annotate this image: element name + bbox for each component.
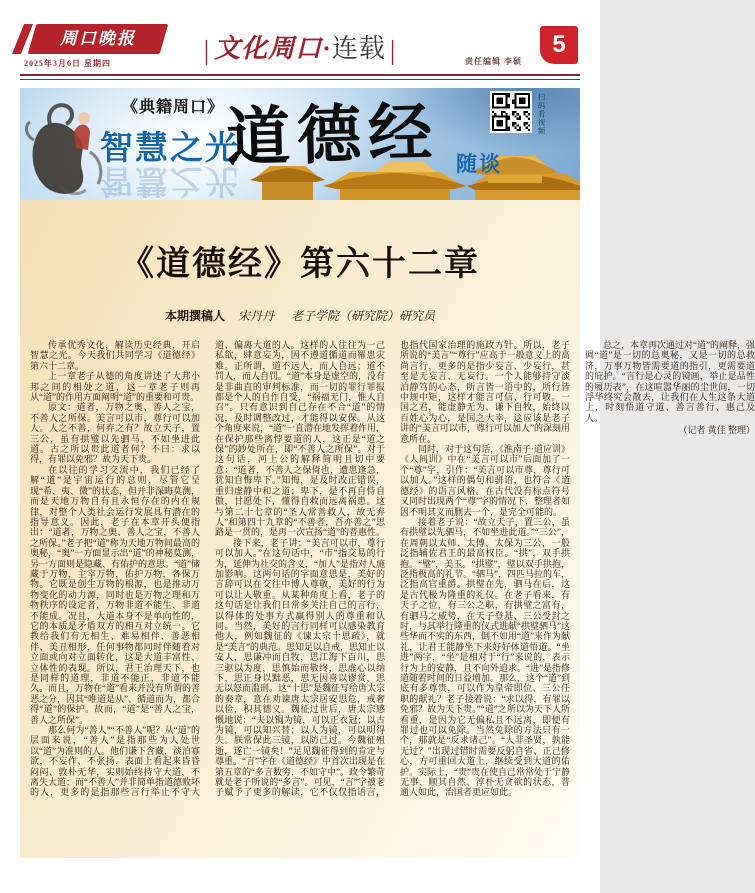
banner-main-title: 道德经	[225, 97, 441, 174]
logo-text: 周口晚报	[60, 29, 136, 48]
page-number-badge: 5	[540, 26, 578, 64]
article-paragraph: 那么何为“善人”“不善人”呢？从“道”的层面来说，“善人”是指那些为人处世以“道”为准则的人。他们谦下含藏，淡泊寡欲，不妄作、不张扬，表面上看起来昏昏闷闷、敦朴无华，实则始终持守大道，不离失大道；而“不善人”并非简单指道德败坏的人，更多的是指那些言行举止不守大道、偏离大道的人。这样的人往往为一己私欲，肆意妄为，因不遵道循道而罹患灾难。正所谓，道不远人，而人自远；道不罚人，而人自罚。“道”本身是虚空的，没有是非曲直的审判标准，而一切的罪行罪报都是个人的自作自受，“祸福无门，惟人自召”。只有意识到自己存在不合“道”的情况，及时调整改过，才能得以安保。从这个角度来说，“道”一直潜在地发挥着作用，在保护那些离悖要道的人，这正是“道之保”的妙处所在，即“不善人之所保”。对于这句话，河上公的解释简明且切中要意：“道者，不善人之保倚也，遭患逢急，犹知自悔卑下。”知悔，是及时改正错误，重归虚静中和之道；卑下，是不再自恃自傲，甘愿处下，懂得自救而远离祸患。这与第二十七章的“圣人常善救人，故无弃人”和第四十九章的“不善者，吾亦善之”思路是一贯的，是再一次宣扬“道”的普惠性。	[30, 340, 385, 798]
article-credit: （记者 黄佳 整理）	[678, 425, 755, 436]
article-paragraph: 传承优秀文化，解读历史经典，开启智慧之光。今天我们共同学习《道德经》第六十二章。	[30, 340, 200, 371]
article-byline	[20, 307, 580, 324]
column-banner	[20, 88, 580, 200]
article-paragraph: 上一章老子从德的角度讲述了大邦小邦之间的相处之道，这一章老子则再从“道”的作用方面阐明“道”的重要和可贵。	[30, 371, 200, 403]
masthead-right-bar: |	[389, 35, 397, 65]
header-double-rule	[20, 74, 580, 80]
section-title-dot: ·	[322, 34, 332, 63]
article-paragraph: 接着老子说：“故立天子，置三公，虽有拱璧以先驷马，不如坐进此道。”“三公”，在周朝以太师、太傅、太保为三公，一般泛指辅佐君王的最高权臣。“拱”，双手拱抱。“璧”，美玉。“拱璧”，璧以双手拱抱，泛指极高的礼节。“驷马”，四匹马拉的车，泛指高官重爵。拱璧在先，驷马在后，这是古代极为隆重的礼仪。在老子看来，有天子之位，有三公之职，有拱璧之富有，有驷马之威势，在天子登基、三公受封之时，与其举行隆重的仪式进献“拱璧驷马”这些华而不实的东西，倒不如用“道”来作为献礼，让君王能静坐下来好好体道悟道。“坐进”两字，“坐”是相对于“行”来说的，表示行为上的安静，且不向外追求。“进”是指修道随着时间的日益增加。那么，这个“道”到底有多尊贵，可以作为皇帝即位、三公任职的献礼？老子接着说：“求以得，有罪以免邪？故为天下贵。”“道”之所以为天下人所看重，是因为它无偏私且不远离，即便有罪过也可以免除。当然免除的方法只有一个，那就是“反求诸己”。“人非圣贤，孰能无过？”出现过错时需要反躬自省、正己修心，方可重回大道上，继续受到大道的佑护。实际上，“贵”贵在使自己常常处于宁静无事、顺其自然、淳朴无贪欲的状态，普通人如此，治国者更应如此。	[400, 516, 570, 798]
article-paragraph: 同时，对于这句话，《淮南子·道应训》《人间训》中在“美言可以市”后面加了一个“尊”字，引作：“美言可以市尊，尊行可以加人。”这样的偶句和骈语，也符合《道德经》的语言风格。在古代没有标点符号又同时出现两个“尊”字的情况下，整理者如因不明其义而删去一个，是完全可能的。	[400, 444, 570, 517]
banner-subtitle: 智慧之光	[100, 129, 240, 166]
article-body	[30, 340, 755, 802]
subtitle-reflection-decoration: 智慧之光	[100, 163, 240, 200]
section-title-red: 文化周口	[214, 34, 323, 63]
article-paragraph: 原文：道者，万物之奥、善人之宝，不善人之所保。美言可以市，尊行可以加人。人之不善，何弃之有？故立天子，置三公，虽有拱璧以先驷马，不如坐进此道。古之所以贵此道者何？不曰：求以得，有罪以免邪？故为天下贵。	[30, 402, 200, 465]
qr-caption: 扫码看视频	[537, 93, 546, 136]
byline-label: 本期撰稿人	[164, 309, 225, 323]
section-title-black: 连载	[331, 33, 386, 63]
article-paragraph: 总之，本章再次通过对“道”的阐释，强调“道”是一切的总奥秘，又是一切的总救济，万事万物皆需要道的指引，更需要道的庇护。“言行是心灵的镜画，举止是品性的履历表”，在这喧嚣华丽的尘世间，一切浮华终究会散去，让我们在人生这条大道上，时刻悟道守道、善言善行、惠己及人。	[585, 340, 755, 423]
article-paragraph: 接下来，老子讲：“美言可以市，尊行可以加人。”在这句话中，“市”指交易的行为，延伸为社交的含义，“加人”是指对人施加影响。这两句话的字面意思是，美好的言辞可以在交往中博人尊敬，美好的行为可以让人敬重。从某种角度上看，老子的这句话是让我们日常多关注自己的言行，以得体的处事方式赢得别人的尊重和认同。当然，美好的言行同样可以感染教育他人，例如魏征的《谏太宗十思疏》，就是“美言”的典范。思知足以自戒，思知止以安人，思谦冲而自牧，思江海下百川，思三驱以为度，思慎始而敬终，思虚心以纳下，思正身以黜恶，思无因喜以谬赏，思无以怒而滥刑。这“十思”是魏征写给唐太宗的奏章，意在劝谏唐太宗居安思危，戒奢以俭，积其德义。魏征过世后，唐太宗感慨地说：“夫以铜为镜，可以正衣冠；以古为镜，可以知兴替；以人为镜，可以明得失。朕常保此三镜，以防己过。今魏征殂逝，遂亡一镜矣！”足见魏征得到的肯定与尊重。“言”字在《道德经》中首次出现是在第五章的“多言数穷，不如守中”。政令繁苛就是老子所说的“多言”。可见，“言”字被老子赋予了更多的解读，它不仅仅指语言，也指代国家治理的施政方针。所以，老子所说的“美言”“尊行”应高于一般意义上的高尚言行，更多的是指少妄言、少妄行，甚至是无妄言、无妄行。一个人能够持守淡泊静笃的心态，所言皆一语中的，所行皆中规中矩，这样才能言可信、行可敬。一国之君，能虚静无为、谦下自牧，始终以百姓心为心，是国之大幸，这应该是老子讲的“美言可以市，尊行可以加人”的深刻用意所在。	[215, 340, 570, 798]
masthead-left-bar: |	[203, 35, 211, 65]
issue-date: 2025年3月6日 星期四	[24, 59, 111, 68]
qr-code	[490, 91, 532, 133]
banner-suffix: 随谈	[456, 153, 502, 176]
byline-author: 宋丹丹	[237, 309, 274, 323]
byline-affiliation: 老子学院（研究院）研究员	[291, 309, 436, 323]
article-paragraph: 在以往的学习交流中，我们已经了解“道”是宇宙运行的总则，尽管它呈现“希、夷、微”的状态，但并非深晦莫测，而是天地万物自有且永恒存在的内在规律，对整个人类社会运行发展具有潜在的指导意义。因此，老子在本章开头便指出：“道者，万物之奥、善人之宝，不善人之所保。”老子把“道”称为天地万物间最高的奥秘，“奥”一方面显示出“道”的神秘莫测，另一方面则是隐藏、有佑护的意思。“道”储藏于万物，主宰万物，佑护万物，各保万物。它既是创生万物的根源，也是推动万物变化的动力源，同时也是万物之理和万物秩序的设定者，万物非道不能生、非道不能成。况且，大道本身不是单向性的，它的本质是矛盾双方的相互对立统一。它教给我们有无相生、难易相伴、善恶相伴、美丑相形，任何事物都同时伴随着对立面或向对立面转化，这是大道丰富性、立体性的表现。所以，君王治理天下，也是同样的道理，非道不能正，非道不能久。而且，万物在“道”看来并没有所谓的善恶之分，因其“唯道是从”、循道而为，都合得“道”的保护。故而，“道”是“善人之宝，善人之所保”。	[30, 464, 200, 725]
editor-credit: 责任编辑 李硕	[465, 57, 522, 66]
series-title: 《典籍周口》	[122, 99, 225, 116]
article-title: 《道德经》第六十二章	[120, 245, 480, 283]
article-block	[20, 200, 755, 858]
